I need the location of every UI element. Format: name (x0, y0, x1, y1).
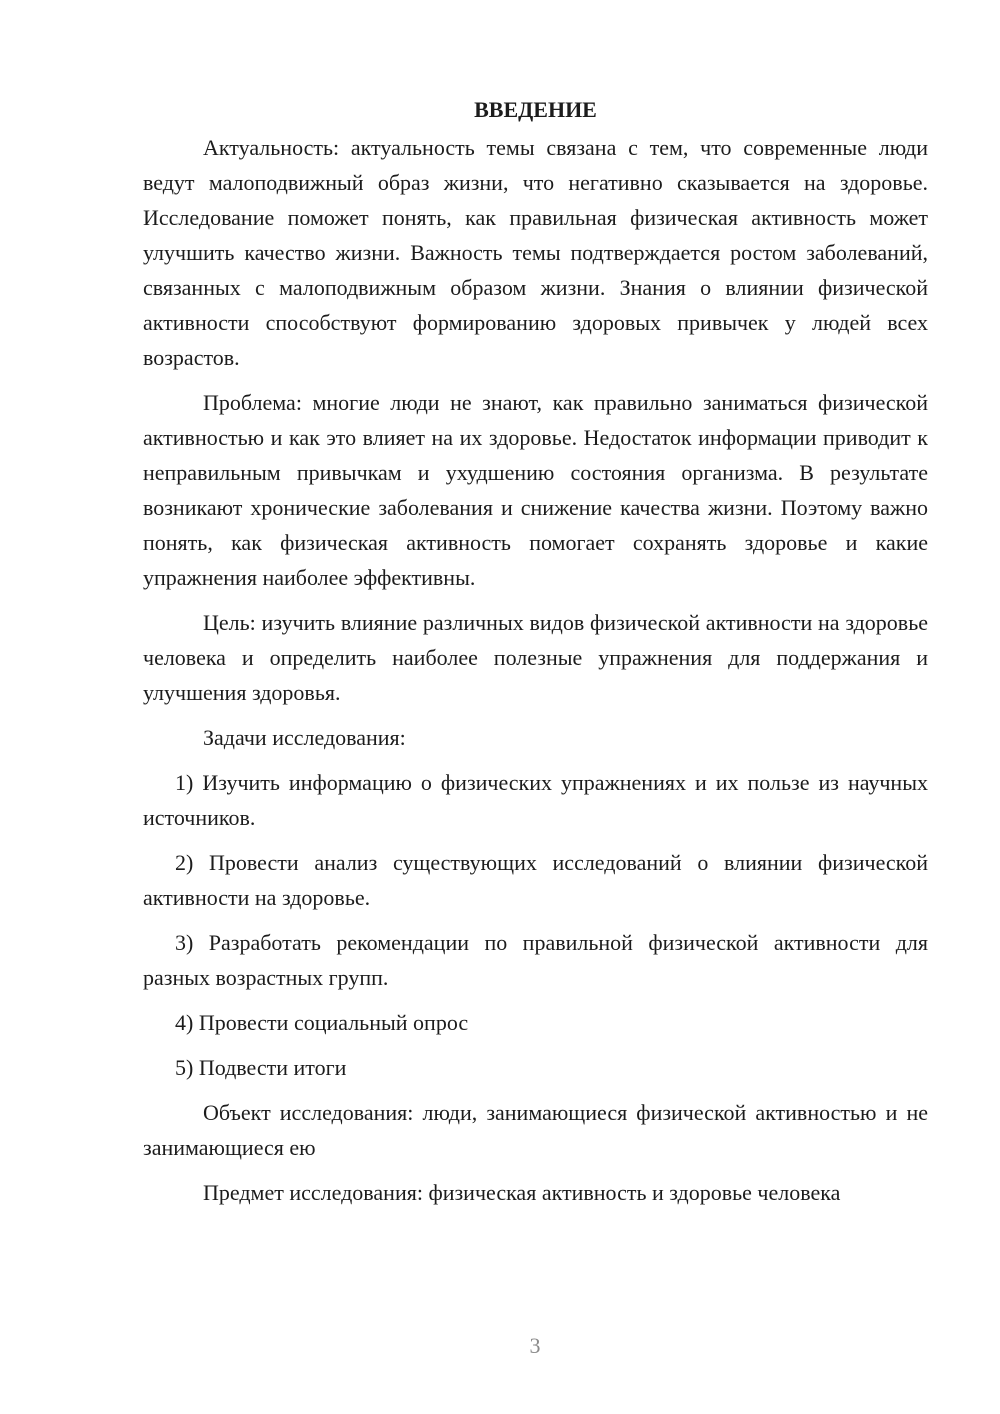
paragraph-goal: Цель: изучить влияние различных видов физической активности на здоровье человека и определить наиболее полезные упражнения для поддержания и улучшения здоровья. (143, 610, 928, 705)
paragraph-subject: Предмет исследования: физическая активность и здоровье человека (203, 1180, 841, 1205)
task-item-1: 1) Изучить информацию о физических упражнениях и их пользе из научных источников. (143, 770, 928, 830)
page-content (143, 92, 928, 1220)
page-title: ВВЕДЕНИЕ (474, 97, 597, 122)
task-item-4: 4) Провести социальный опрос (175, 1010, 469, 1035)
tasks-heading: Задачи исследования: (203, 725, 406, 750)
task-item-2: 2) Провести анализ существующих исследований о влиянии физической активности на здоровье. (143, 850, 928, 910)
task-item-5: 5) Подвести итоги (175, 1055, 347, 1080)
task-item-3: 3) Разработать рекомендации по правильной физической активности для разных возрастных групп. (143, 930, 928, 990)
paragraph-object: Объект исследования: люди, занимающиеся физической активностью и не занимающиеся ею (143, 1100, 928, 1160)
page-number: 3 (529, 1333, 541, 1358)
paragraph-problem: Проблема: многие люди не знают, как правильно заниматься физической активностью и как это влияет на их здоровье. Недостаток информации приводит к неправильным привычкам и ухудшению состояния организма. В результате возникают хронические заболевания и снижение качества жизни. Поэтому важно понять, как физическая активность помогает сохранять здоровье и какие упражнения наиболее эффективны. (143, 390, 928, 590)
paragraph-relevance: Актуальность: актуальность темы связана с тем, что современные люди ведут малоподвижный образ жизни, что негативно сказывается на здоровье. Исследование поможет понять, как правильная физическая активность может улучшить качество жизни. Важность темы подтверждается ростом заболеваний, связанных с малоподвижным образом жизни. Знания о влиянии физической активности способствуют формированию здоровых привычек у людей всех возрастов. (143, 135, 928, 370)
